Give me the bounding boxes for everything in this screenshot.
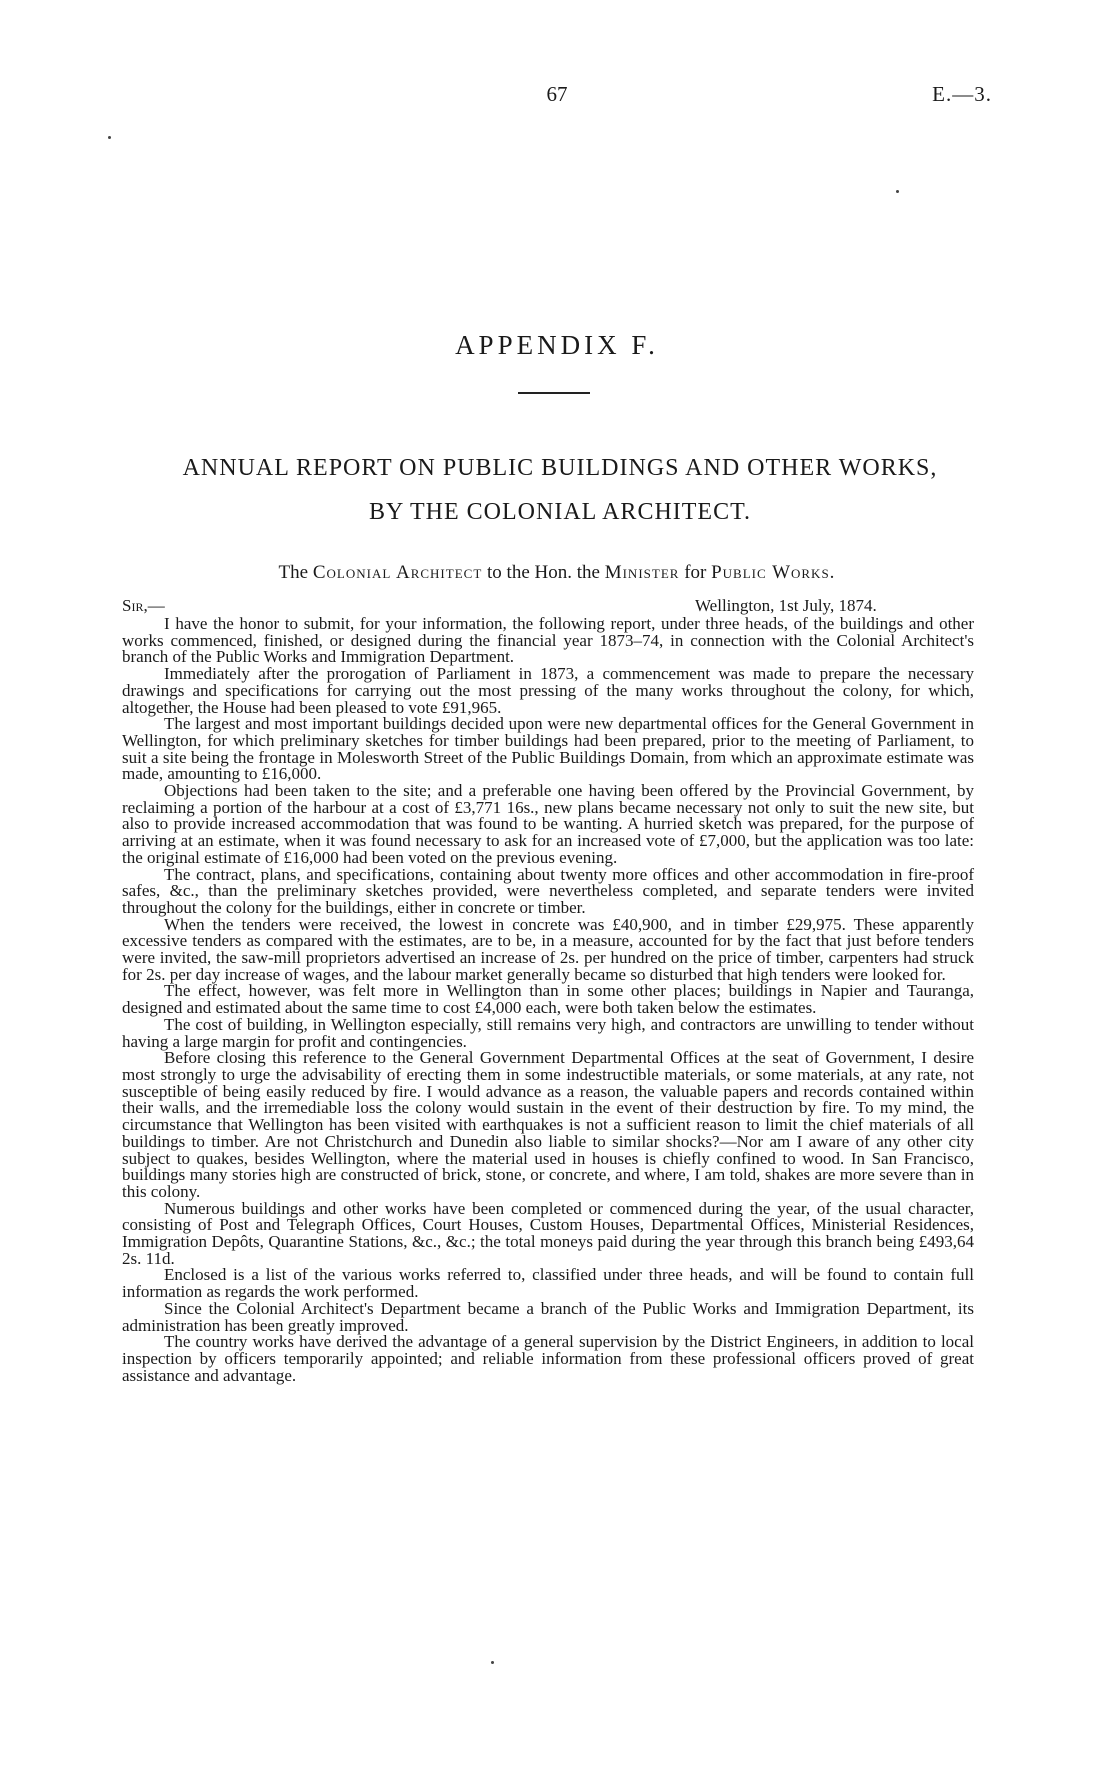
paragraph: Objections had been taken to the site; and a preferable one having been offered by the Provincial Government, by reclaiming a portion of the harbour at a cost of £3,771 16s., new plans became necessary not only to suit the new site, but also to provide increased accommodation that was found to be wanting. A hurried sketch was prepared, for the purpose of arriving at an estimate, when it was found necessary to ask for an increased vote of £7,000, but the application was too late: the original estimate of £16,000 had been voted on the previous evening. — [122, 781, 974, 867]
paragraph: Numerous buildings and other works have been completed or commenced during the year, of the usual character, consisting of Post and Telegraph Offices, Court Houses, Custom Houses, Departmental Offices, Ministerial Residences, Immigration Depôts, Quarantine Stations, &c., &c.; the total moneys paid during the year through this branch being £493,64 2s. 11d. — [122, 1198, 974, 1268]
paragraph: Immediately after the prorogation of Parliament in 1873, a commencement was made to prepare the necessary drawings and specifications for carrying out the most pressing of the many works throughout the colony, for which, altogether, the House had been pleased to vote £91,965. — [122, 664, 974, 717]
paragraph: The cost of building, in Wellington especially, still remains very high, and contractors are unwilling to tender without having a large margin for profit and contingencies. — [122, 1014, 974, 1051]
letter-body — [122, 616, 974, 1384]
address-for: for — [684, 562, 707, 583]
address-prefix: The — [278, 562, 309, 583]
paragraph: Since the Colonial Architect's Department became a branch of the Public Works and Immigration Department, its administration has been greatly improved. — [122, 1298, 974, 1335]
department-name: Public Works. — [711, 562, 836, 583]
paragraph: Enclosed is a list of the various works referred to, classified under three heads, and will be found to contain full information as regards the work performed. — [122, 1265, 974, 1302]
recipient-title: Minister — [604, 562, 680, 583]
title-rule — [518, 392, 590, 394]
scan-speck — [491, 1661, 494, 1664]
paragraph: Before closing this reference to the General Government Departmental Offices at the seat of Government, I desire most strongly to urge the advisability of erecting them in some indestructible materials, or some materials, at any rate, not susceptible of being easily reduced by fire. I would advance as a reason, the valuable papers and records contained within their walls, and the irremediable loss the colony would sustain in the event of their destruction by fire. To my mind, the circumstance that Wellington has been visited with earthquakes is not a sufficient reason to limit the chief materials of all buildings to timber. Are not Christchurch and Dunedin also liable to similar shocks?—Nor am I aware of any other city subject to quakes, besides Wellington, where the material used in houses is chiefly confined to wood. In San Francisco, buildings many stories high are constructed of brick, stone, or concrete, and where, I am told, shakes are more severe than in this colony. — [122, 1048, 974, 1201]
date-line: Wellington, 1st July, 1874. — [695, 596, 877, 615]
document-code: E.—3. — [932, 82, 992, 106]
salutation: Sir,— — [122, 596, 165, 615]
scan-speck — [896, 190, 899, 193]
paragraph: I have the honor to submit, for your information, the following report, under three heads, of the buildings and other works commenced, finished, or designed during the financial year 1873–74, in connection with the Colonial Architect's branch of the Public Works and Immigration Department. — [122, 614, 974, 667]
report-title — [60, 446, 1060, 534]
report-title-line-2: BY THE COLONIAL ARCHITECT. — [369, 499, 751, 525]
scan-speck — [108, 136, 111, 139]
paragraph: The largest and most important buildings decided upon were new departmental offices for the General Government in Wellington, for which preliminary sketches for timber buildings had been prepared, prior to the meeting of Parliament, to suit a site being the frontage in Molesworth Street of the Public Buildings Domain, from which an approximate estimate was made, amounting to £16,000. — [122, 714, 974, 784]
sender-title: Colonial Architect — [312, 562, 483, 583]
report-title-line-1: ANNUAL REPORT ON PUBLIC BUILDINGS AND OTHER WORKS, — [182, 455, 938, 481]
appendix-title: APPENDIX F. — [455, 330, 659, 360]
letter-address — [0, 562, 1114, 584]
page-number: 67 — [546, 82, 568, 106]
paragraph: The effect, however, was felt more in Wellington than in some other places; buildings in Napier and Tauranga, designed and estimated about the same time to cost £4,000 each, were both taken below the estimates. — [122, 981, 974, 1018]
paragraph: The contract, plans, and specifications, containing about twenty more offices and other accommodation in fire-proof safes, &c., than the preliminary sketches provided, were nevertheless completed, and separate tenders were invited throughout the colony for the buildings, either in concrete or timber. — [122, 864, 974, 917]
paragraph: The country works have derived the advantage of a general supervision by the District Engineers, in addition to local inspection by officers temporarily appointed; and reliable information from these professional officers proved of great assistance and advantage. — [122, 1332, 974, 1385]
address-middle: to the Hon. the — [487, 562, 600, 583]
paragraph: When the tenders were received, the lowest in concrete was £40,900, and in timber £29,975. These apparently excessive tenders as compared with the estimates, are to be, in a measure, accounted for by the fact that just before tenders were invited, the saw-mill proprietors advertised an increase of 2s. per hundred on the price of timber, carpenters had struck for 2s. per day increase of wages, and the labour market generally became so disturbed that high tenders were looked for. — [122, 914, 974, 984]
